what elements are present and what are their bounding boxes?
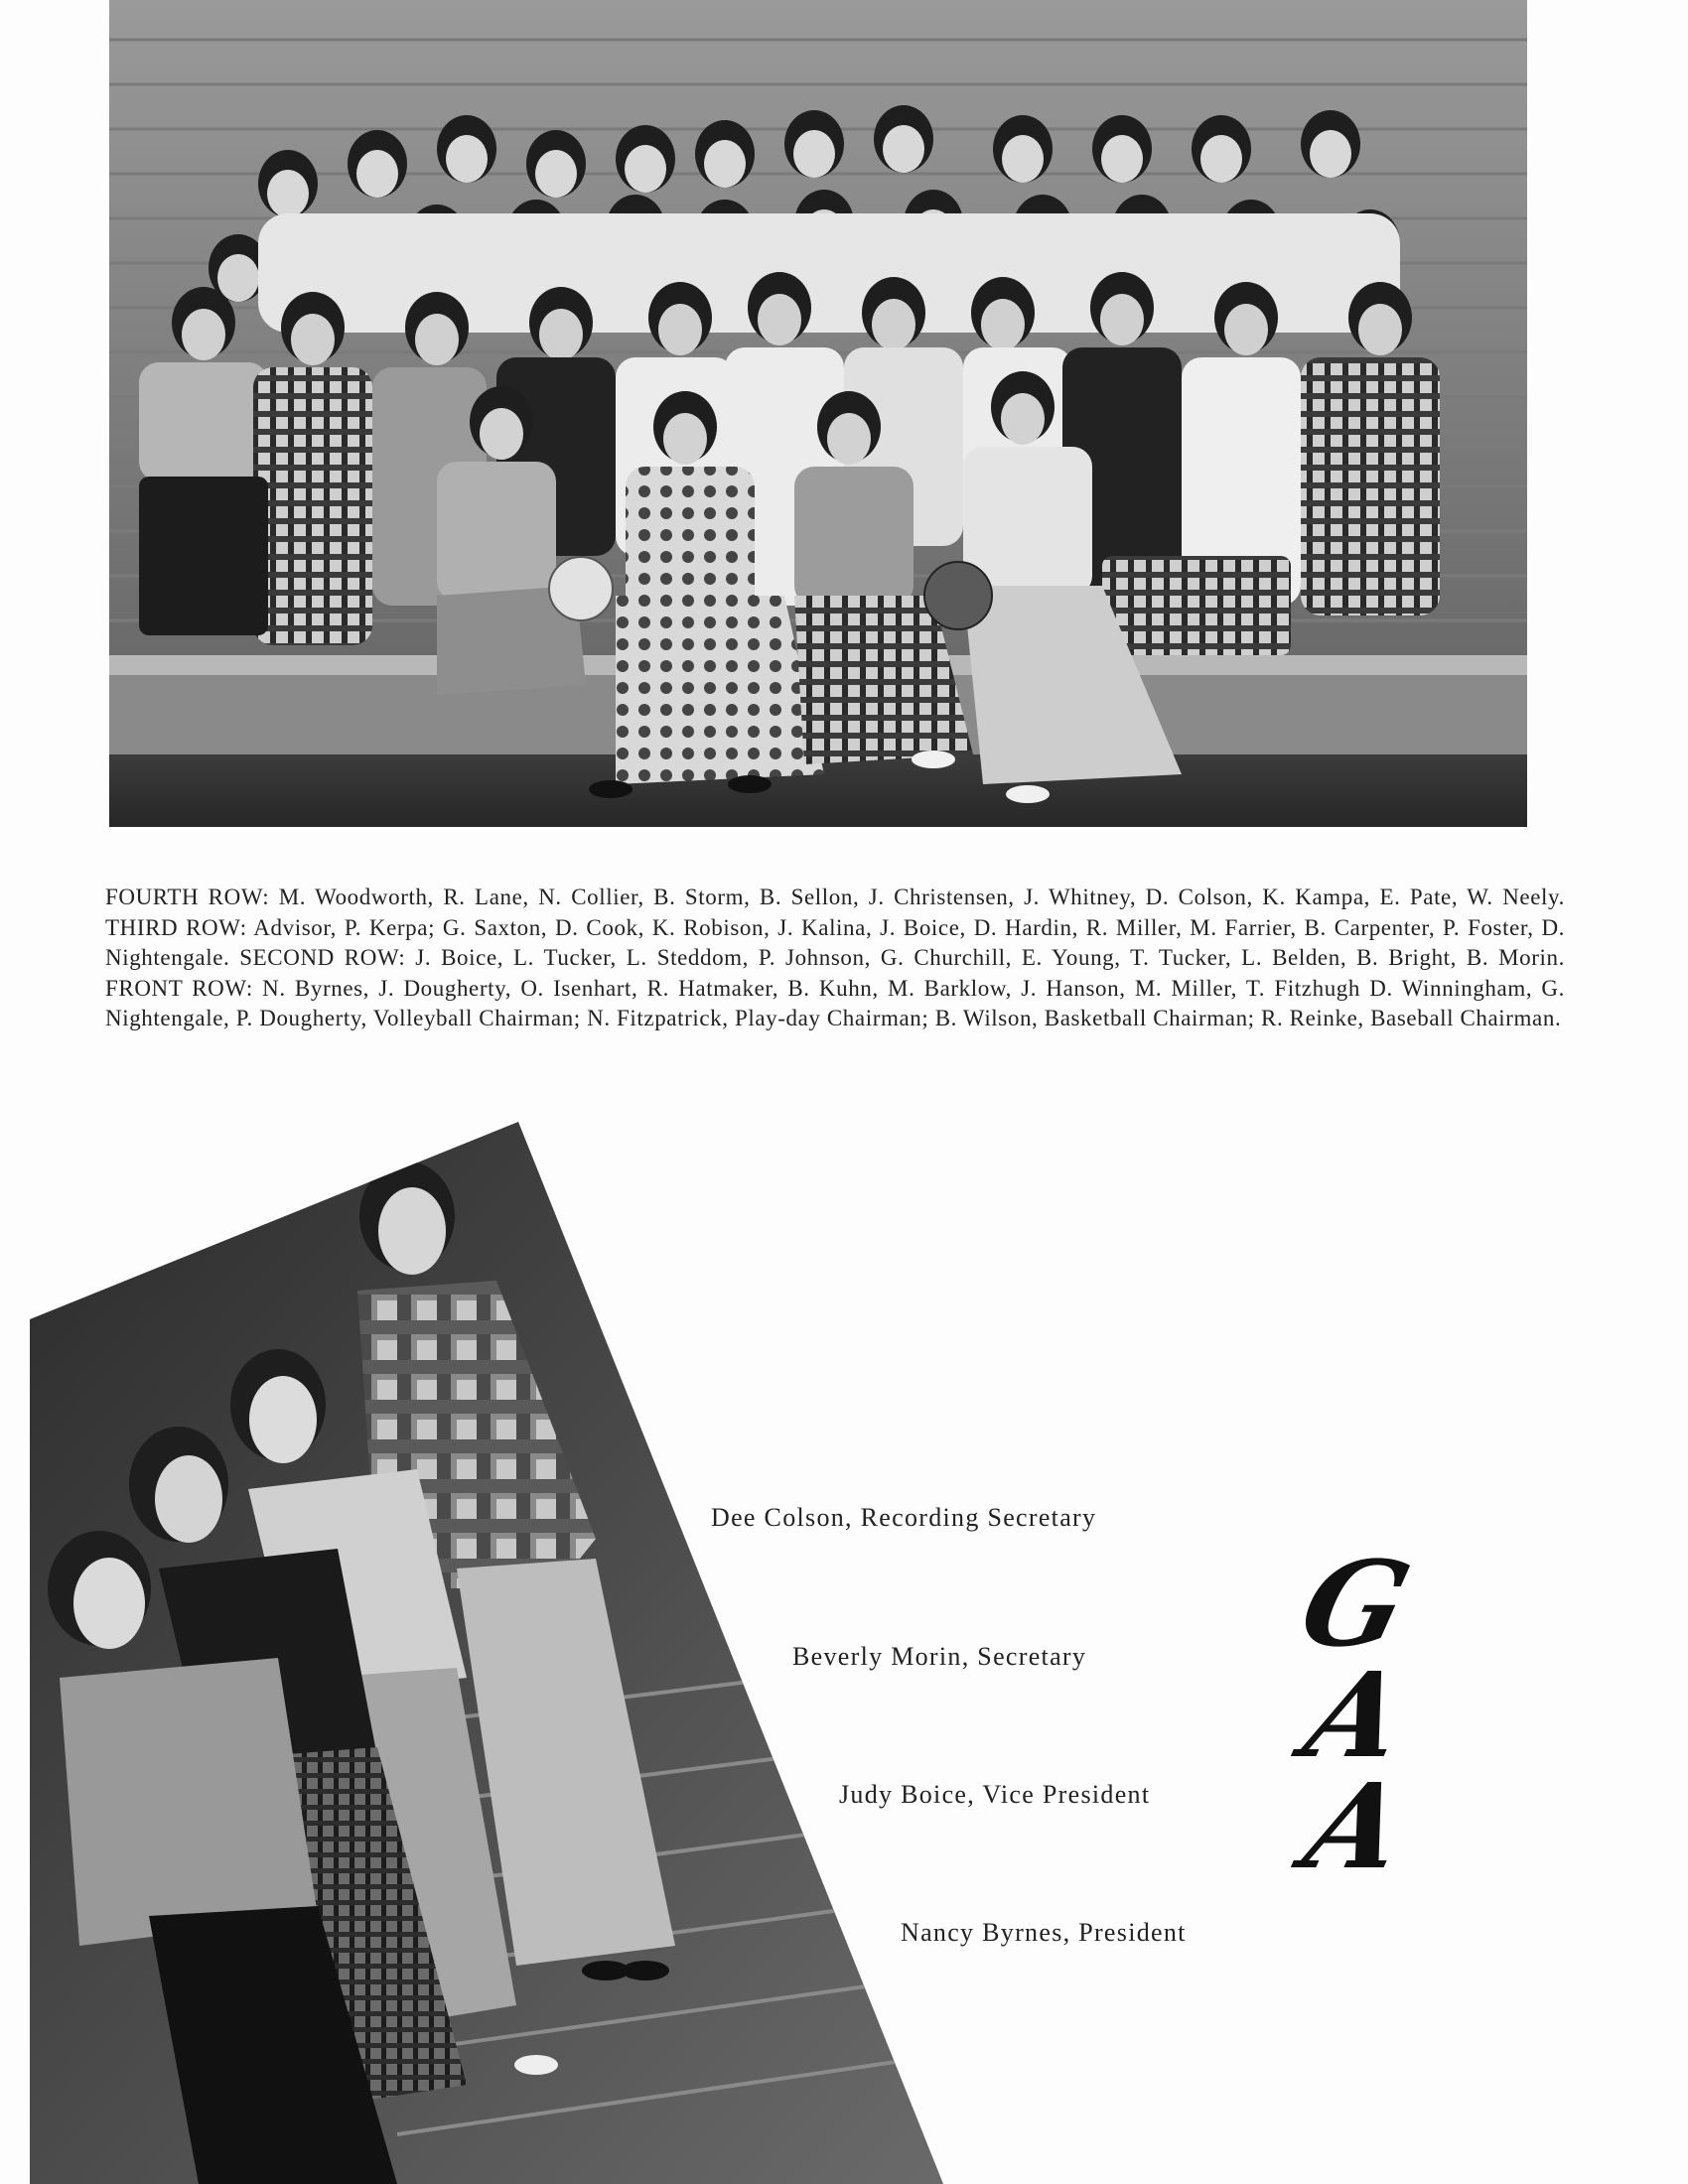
fourth-row-names: M. Woodworth, R. Lane, N. Collier, B. Storm, B. Sellon, J. Christensen, J. Whitney, D. Colson, K. Kampa, E. Pate, W. Neely. (269, 885, 1565, 909)
group-photo (109, 0, 1527, 827)
fourth-row-label: FOURTH ROW: (105, 885, 270, 909)
third-row-label: THIRD ROW: (105, 914, 247, 940)
officer-secretary: Beverly Morin, Secretary (792, 1642, 1087, 1671)
front-row-label: FRONT ROW: (105, 975, 253, 1001)
group-photo-caption (105, 883, 1565, 1034)
officer-vice-president: Judy Boice, Vice President (839, 1780, 1151, 1809)
group-photo-image (109, 0, 1527, 827)
officer-president: Nancy Byrnes, President (901, 1918, 1187, 1947)
second-row-names: J. Boice, L. Tucker, L. Steddom, P. Johnson, G. Churchill, E. Young, T. Tucker, L. Belden, B. Bright, B. Morin. (405, 945, 1565, 970)
gaa-title (1288, 1535, 1423, 1895)
officer-recording-secretary: Dee Colson, Recording Secretary (711, 1503, 1097, 1532)
gaa-letter-a-second: A (1293, 1757, 1419, 1895)
front-row-names: N. Byrnes, J. Dougherty, O. Isenhart, R. Hatmaker, B. Kuhn, M. Barklow, J. Hanson, M. Miller, T. Fitzhugh D. Winningham, G. Nightengale, P. Dougherty, Volleyball Chairman; N. Fitzpatrick, Play-day Chairman; B. Wilson, Basketball Chairman; R. Reinke, Baseball Chairman. (105, 975, 1565, 1030)
second-row-label: SECOND ROW: (229, 945, 406, 970)
gaa-letter-g: G (1288, 1535, 1423, 1673)
third-row-names: Advisor, P. Kerpa; G. Saxton, D. Cook, K. Robison, J. Kalina, J. Boice, D. Hardin, R. Miller, M. Farrier, B. Carpenter, P. Foster, D. Nightengale. (105, 914, 1565, 970)
gaa-letter-a-first: A (1293, 1646, 1419, 1784)
